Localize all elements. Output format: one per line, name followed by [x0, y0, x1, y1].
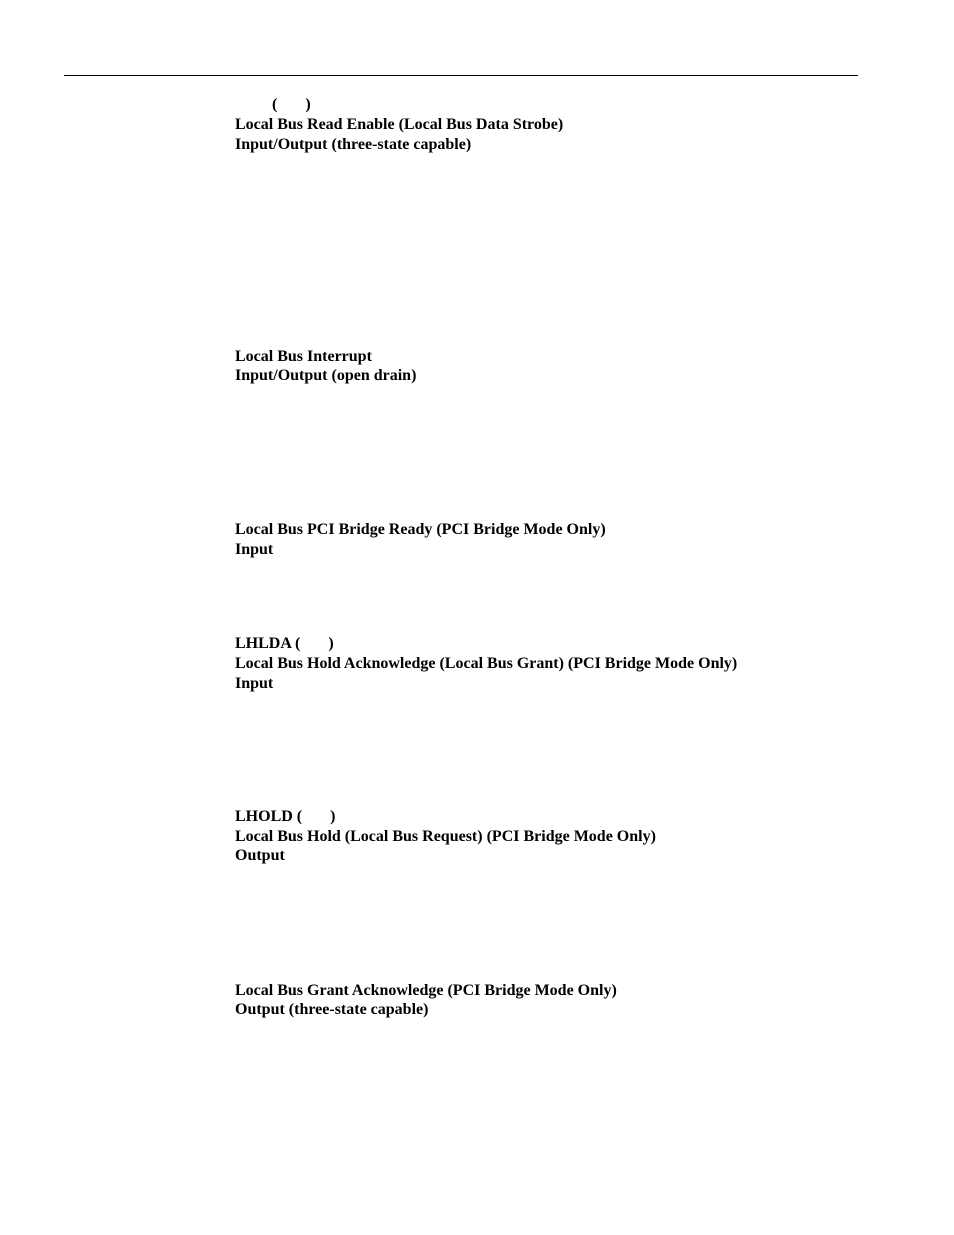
signal-description: Local Bus PCI Bridge Ready (PCI Bridge Mode Only)	[235, 521, 606, 538]
signal-name: ( )	[272, 96, 311, 113]
signal-type: Input/Output (open drain)	[235, 367, 417, 384]
signal-name: LHLDA ( )	[235, 635, 334, 652]
signal-type: Input/Output (three-state capable)	[235, 136, 472, 153]
signal-name: LHOLD ( )	[235, 808, 336, 825]
signal-type: Input	[235, 675, 274, 692]
header-rule	[64, 75, 858, 76]
signal-type: Output (three-state capable)	[235, 1001, 429, 1018]
signal-description: Local Bus Read Enable (Local Bus Data Strobe)	[235, 116, 564, 133]
signal-type: Output	[235, 847, 285, 864]
signal-description: Local Bus Hold (Local Bus Request) (PCI Bridge Mode Only)	[235, 828, 656, 845]
signal-description: Local Bus Grant Acknowledge (PCI Bridge Mode Only)	[235, 982, 617, 999]
signal-type: Input	[235, 541, 274, 558]
signal-description: Local Bus Interrupt	[235, 348, 372, 365]
signal-description: Local Bus Hold Acknowledge (Local Bus Grant) (PCI Bridge Mode Only)	[235, 655, 738, 672]
